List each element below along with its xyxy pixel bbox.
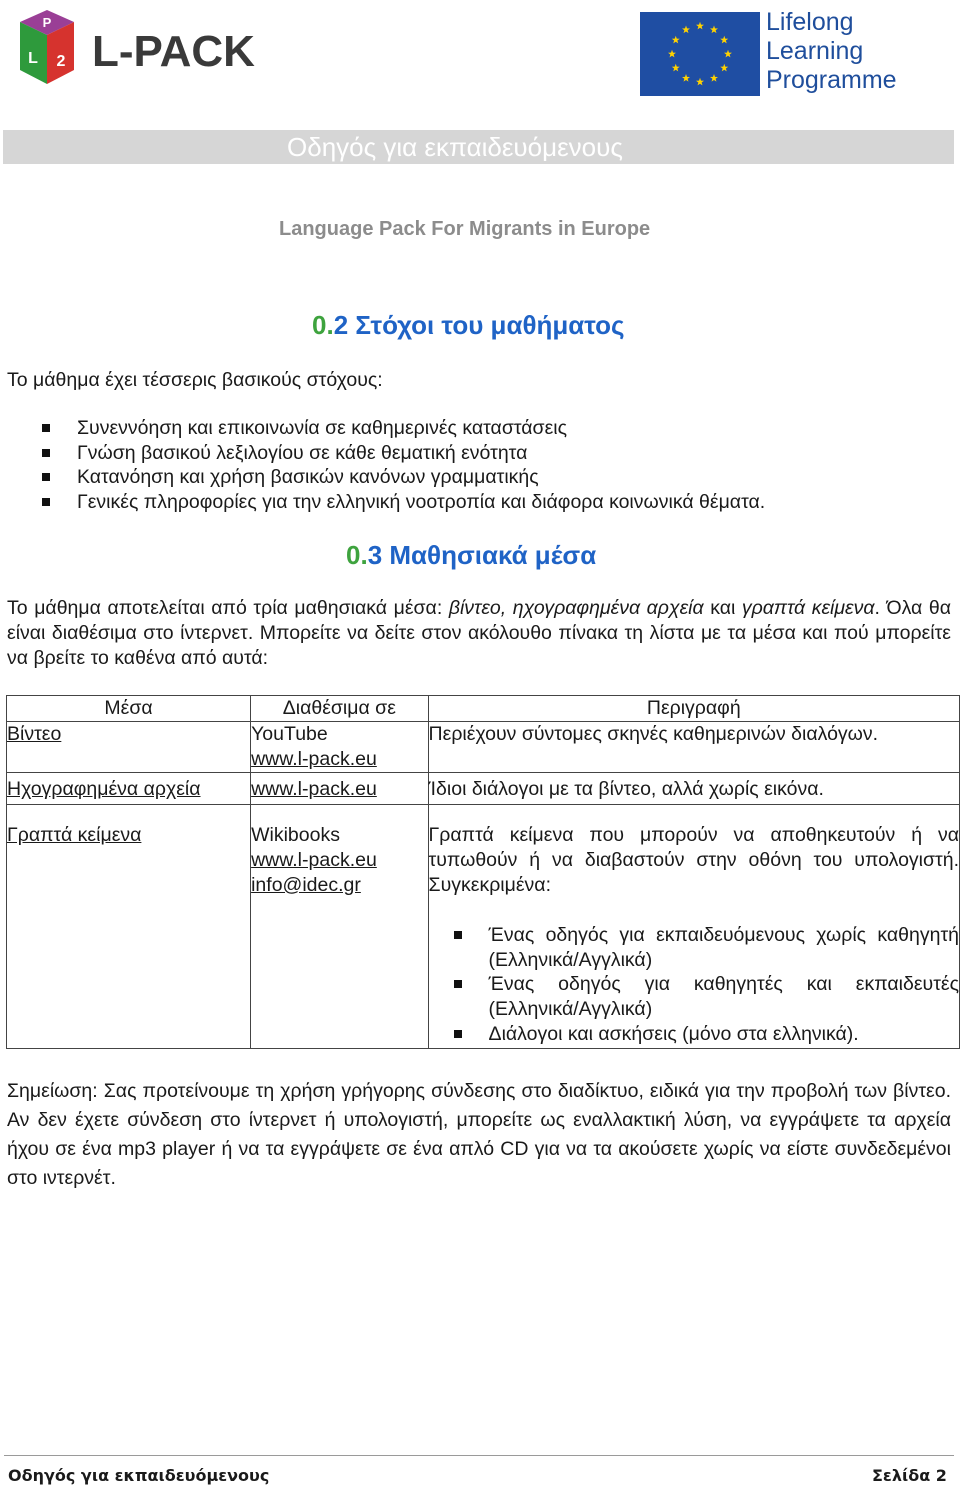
list-item: Ένας οδηγός για εκπαιδευόμενους χωρίς καθηγητή (Ελληνικά/Αγγλικά)	[489, 923, 959, 972]
column-header-available: Διαθέσιμα σε	[251, 696, 428, 722]
link[interactable]: www.l-pack.eu	[251, 778, 377, 800]
section-number: 0.	[346, 540, 368, 570]
column-header-media: Μέσα	[7, 696, 251, 722]
link[interactable]: www.l-pack.eu	[251, 748, 377, 770]
description-cell: Περιέχουν σύντομες σκηνές καθημερινών διαλόγων.	[428, 722, 959, 773]
available-cell: Wikibooks www.l-pack.eu info@idec.gr	[251, 805, 428, 1049]
note-paragraph: Σημείωση: Σας προτείνουμε τη χρήση γρήγορης σύνδεσης στο διαδίκτυο, ειδικά για την προβολή των βίντεο. Αν δεν έχετε σύνδεση στο ίντερνετ ή υπολογιστή, μπορείτε ως εναλλακτική λύση, να εγγράψετε τα αρχεία ήχου σε ένα mp3 player ή να τα εγγράψετε σε ένα απλό CD για να τα ακούσετε χωρίς να είστε συνδεδεμένοι στο ιντερνέτ.	[7, 1080, 951, 1189]
l-pack-logo	[14, 8, 274, 88]
section-title: 2 Στόχοι του μαθήματος	[333, 310, 625, 340]
media-table	[6, 695, 960, 1049]
media-cell: Γραπτά κείμενα	[7, 805, 251, 1049]
email-link[interactable]: info@idec.gr	[251, 874, 361, 896]
section-title: 3 Μαθησιακά μέσα	[367, 540, 597, 570]
goals-intro: Το μάθημα έχει τέσσερις βασικούς στόχους:	[7, 369, 383, 391]
lifelong-learning-programme-logo	[632, 4, 932, 104]
list-item: Κατανόηση και χρήση βασικών κανόνων γραμματικής	[77, 465, 765, 490]
page-number: Σελίδα 2	[872, 1466, 947, 1485]
available-cell	[251, 773, 428, 805]
media-cell: Ηχογραφημένα αρχεία	[7, 773, 251, 805]
list-item: Γνώση βασικού λεξιλογίου σε κάθε θεματική ενότητα	[77, 441, 765, 466]
section-goals-heading	[312, 310, 625, 341]
media-intro-paragraph: Το μάθημα αποτελείται από τρία μαθησιακά μέσα: βίντεο, ηχογραφημένα αρχεία και γραπτά κείμενα. Όλα θα είναι διαθέσιμα στο ίντερνετ. Μπορείτε να δείτε στον ακόλουθο πίνακα τη λίστα με τα μέσα και πού μπορείτε να βρείτε το καθένα από αυτά:	[7, 597, 951, 669]
llp-text	[766, 8, 897, 95]
section-media-heading	[346, 540, 596, 571]
document-subtitle: Language Pack For Migrants in Europe	[279, 218, 651, 240]
llp-line: Programme	[766, 66, 897, 94]
table-header-row	[7, 696, 960, 722]
llp-line: Learning	[766, 37, 864, 65]
llp-line: Lifelong	[766, 8, 854, 36]
l-pack-cube-icon	[14, 8, 84, 88]
svg-text:L: L	[28, 50, 38, 67]
footer-divider	[4, 1455, 954, 1456]
footer-title: Οδηγός για εκπαιδευόμενους	[8, 1466, 270, 1485]
l-pack-logo-text: L-PACK	[92, 27, 255, 76]
table-row	[7, 773, 960, 805]
svg-text:2: 2	[56, 53, 66, 70]
table-row	[7, 722, 960, 773]
media-cell: Βίντεο	[7, 722, 251, 773]
list-item: Γενικές πληροφορίες για την ελληνική νοοτροπία και διάφορα κοινωνικά θέματα.	[77, 490, 765, 515]
description-cell: Ίδιοι διάλογοι με τα βίντεο, αλλά χωρίς εικόνα.	[428, 773, 959, 805]
link[interactable]: www.l-pack.eu	[251, 849, 377, 871]
eu-flag-icon	[640, 12, 760, 96]
list-item: Διάλογοι και ασκήσεις (μόνο στα ελληνικά).	[489, 1022, 959, 1047]
list-item: Συνεννόηση και επικοινωνία σε καθημερινές καταστάσεις	[77, 416, 765, 441]
goals-list	[77, 416, 765, 515]
document-title: Οδηγός για εκπαιδευόμενους	[287, 132, 623, 162]
list-item: Ένας οδηγός για καθηγητές και εκπαιδευτές (Ελληνικά/Αγγλικά)	[489, 972, 959, 1021]
document-title-bar	[3, 130, 954, 164]
description-cell: Γραπτά κείμενα που μπορούν να αποθηκευτούν ή να τυπωθούν ή να διαβαστούν στην οθόνη του υπολογιστή. Συγκεκριμένα: Ένας οδηγός για εκπαιδευόμενους χωρίς καθηγητή (Ελληνικά/Αγγλικά) Ένας οδηγός για καθηγητές και εκπαιδευτές (Ελληνικά/Αγγλικά) Διάλογοι και ασκήσεις (μόνο στα ελληνικά).	[428, 805, 959, 1049]
available-cell: YouTube www.l-pack.eu	[251, 722, 428, 773]
column-header-description: Περιγραφή	[428, 696, 959, 722]
written-texts-list	[429, 923, 959, 1047]
table-row	[7, 805, 960, 1049]
svg-text:P: P	[42, 15, 52, 30]
section-number: 0.	[312, 310, 334, 340]
